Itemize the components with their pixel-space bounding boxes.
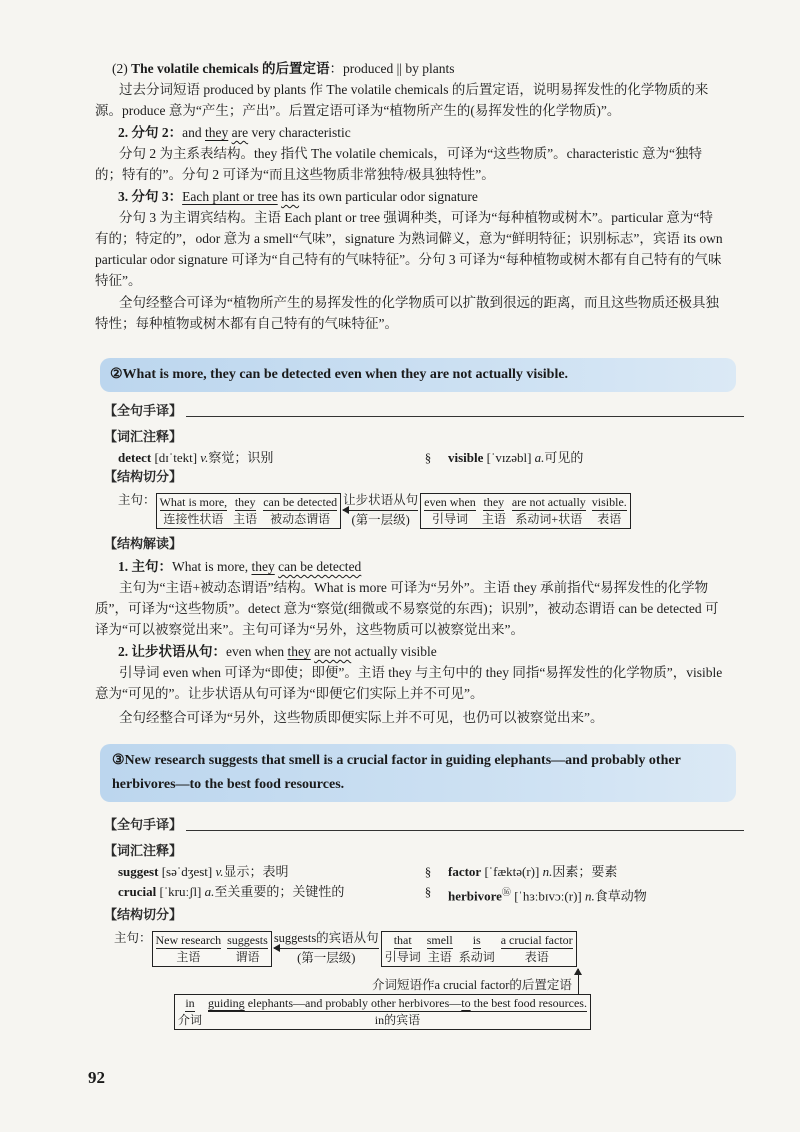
structure-tag: 【结构切分】 [104, 908, 183, 924]
heading-text: its own particular odor signature [299, 189, 478, 204]
page-number: 92 [88, 1068, 105, 1088]
attribute-label: 介词短语作a crucial factor的后置定语 [371, 978, 572, 993]
summary-paragraph: 全句经整合可译为“植物所产生的易挥发性的化学物质可以扩散到很远的距离，而且这些物质还极具独特性；每种植物或树木都有自己特有的气味特征”。 [95, 295, 719, 331]
summary-paragraph: 全句经整合可译为“另外，这些物质即便实际上并不可见，也仍可以被察觉出来”。 [119, 710, 604, 725]
paragraph: 过去分词短语 produced by plants 作 The volatile chemicals 的后置定语，说明易挥发性的化学物质的来源。produce 意为“产生；产出”。后置定语可译为“植物所产生的(易挥发性的化学物质)”。 [95, 82, 709, 118]
vocab-item: herbivore⑯ [ˈhɜːbɪvɔː(r)] n.食草动物 [448, 887, 647, 904]
verb-wavy: are [231, 125, 249, 140]
structure-tag: 【结构切分】 [104, 470, 183, 485]
paragraph: 分句 3 为主谓宾结构。主语 Each plant or tree 强调种类，可译为“每种植物或树木”。particular 意为“特有的；特定的”，odor 意为 a smell“气味”，signature 为熟词僻义，意为“鲜明特征；识别标志”，宾语 its own particular odor signature 可译为“自己特有的气味特征”。分句 3 可译为“每种植物或树木都有自己特有的气味特征”。 [95, 210, 723, 288]
level-label: (第一层级) [297, 951, 356, 966]
link-label: 让步状语从句 [343, 493, 419, 507]
heading-text: and [182, 125, 205, 140]
vocab-item: suggest [səˈdʒest] v.显示；表明 [118, 864, 289, 879]
subheading-number: (2) [112, 61, 132, 76]
subclause-box: even when 引导词 they 主语 are not actually 系动词+状语 visible. 表语 [420, 493, 631, 529]
vocab-item: visible [ˈvɪzəbl] a.可见的 [448, 450, 584, 465]
sentence-banner: ②What is more, they can be detected even when they are not actually visible. [100, 358, 736, 392]
arrow-left-icon [343, 510, 418, 511]
heading-text: very characteristic [248, 125, 351, 140]
vocab-item: factor [ˈfæktə(r)] n.因素；要素 [448, 864, 618, 879]
vocab-tag: 【词汇注释】 [104, 430, 183, 445]
vocab-tag: 【词汇注释】 [104, 844, 183, 859]
structure-diagram [104, 930, 744, 967]
main-clause-heading: 1. 主句：What is more, they can be detected [118, 559, 362, 574]
subject-underlined: they [205, 125, 229, 140]
clause-3-heading [95, 186, 725, 207]
separator-icon: § [424, 450, 432, 465]
concession-heading: 2. 让步状语从句：even when they are not actually visible [118, 644, 437, 659]
prep-phrase-box: in 介词 guiding elephants—and probably other herbivores—to the best food resources. in的宾语 [174, 994, 591, 1030]
heading-label: 3. 分句 3： [118, 189, 183, 204]
paragraph: 主句为“主语+被动态谓语”结构。What is more 可译为“另外”。主语 they 承前指代“易挥发性的化学物质”，可译为“这些物质”。detect 意为“察觉(细微或不易察觉的东西)；识别”，被动态谓语 can be detected 可译为“可以被察觉出来”。主句可译为“另外，这些物质可以被察觉出来”。 [95, 580, 719, 637]
separator-icon: § [424, 864, 432, 879]
clause-2-heading [95, 122, 725, 143]
vocab-item: detect [dɪˈtekt] v.察觉；识别 [118, 450, 274, 465]
level-label: (第一层级) [351, 513, 410, 527]
vocab-item: crucial [ˈkruːʃl] a.至关重要的；关键性的 [118, 884, 345, 899]
subheading-text: ：produced || by plants [329, 61, 455, 76]
main-clause-box: New research 主语 suggests 谓语 [152, 931, 272, 967]
translation-answer-line[interactable] [186, 416, 744, 417]
paragraph: 分句 2 为主系表结构。they 指代 The volatile chemicals，可译为“这些物质”。characteristic 意为“独特的；特有的”。分句 2 可译为“而且这些物质非常独特/极具独特性”。 [95, 146, 702, 182]
verb-wavy: has [281, 189, 300, 204]
subheading-title: The volatile chemicals 的后置定语 [131, 61, 330, 76]
translation-answer-line[interactable] [186, 830, 744, 831]
heading-label: 2. 分句 2： [118, 125, 183, 140]
main-clause-label: 主句： [118, 493, 156, 507]
translate-tag: 【全句手译】 [104, 818, 183, 833]
subheading-postmodifier [95, 58, 725, 79]
structure-diagram [104, 492, 744, 529]
main-clause-label: 主句： [114, 931, 152, 946]
sentence-banner: ③New research suggests that smell is a crucial factor in guiding elephants—and probably other herbivores—to the best food resources. [100, 744, 736, 802]
subclause-box: that 引导词 smell 主语 is 系动词 a crucial factor 表语 [381, 931, 577, 967]
subject-underlined: Each plant or tree [182, 189, 278, 204]
main-clause-box: What is more, 连接性状语 they 主语 can be detected 被动态谓语 [156, 493, 342, 529]
arrow-left-icon [274, 948, 379, 949]
translate-tag: 【全句手译】 [104, 404, 183, 419]
link-label: suggests的宾语从句 [273, 931, 379, 946]
separator-icon: § [424, 884, 432, 899]
analysis-tag: 【结构解读】 [104, 537, 183, 552]
paragraph: 引导词 even when 可译为“即使；即便”。主语 they 与主句中的 they 同指“易挥发性的化学物质”，visible 意为“可见的”。让步状语从句可译为“即便它们实际上并不可见”。 [95, 665, 723, 701]
arrow-up-icon [578, 969, 579, 994]
